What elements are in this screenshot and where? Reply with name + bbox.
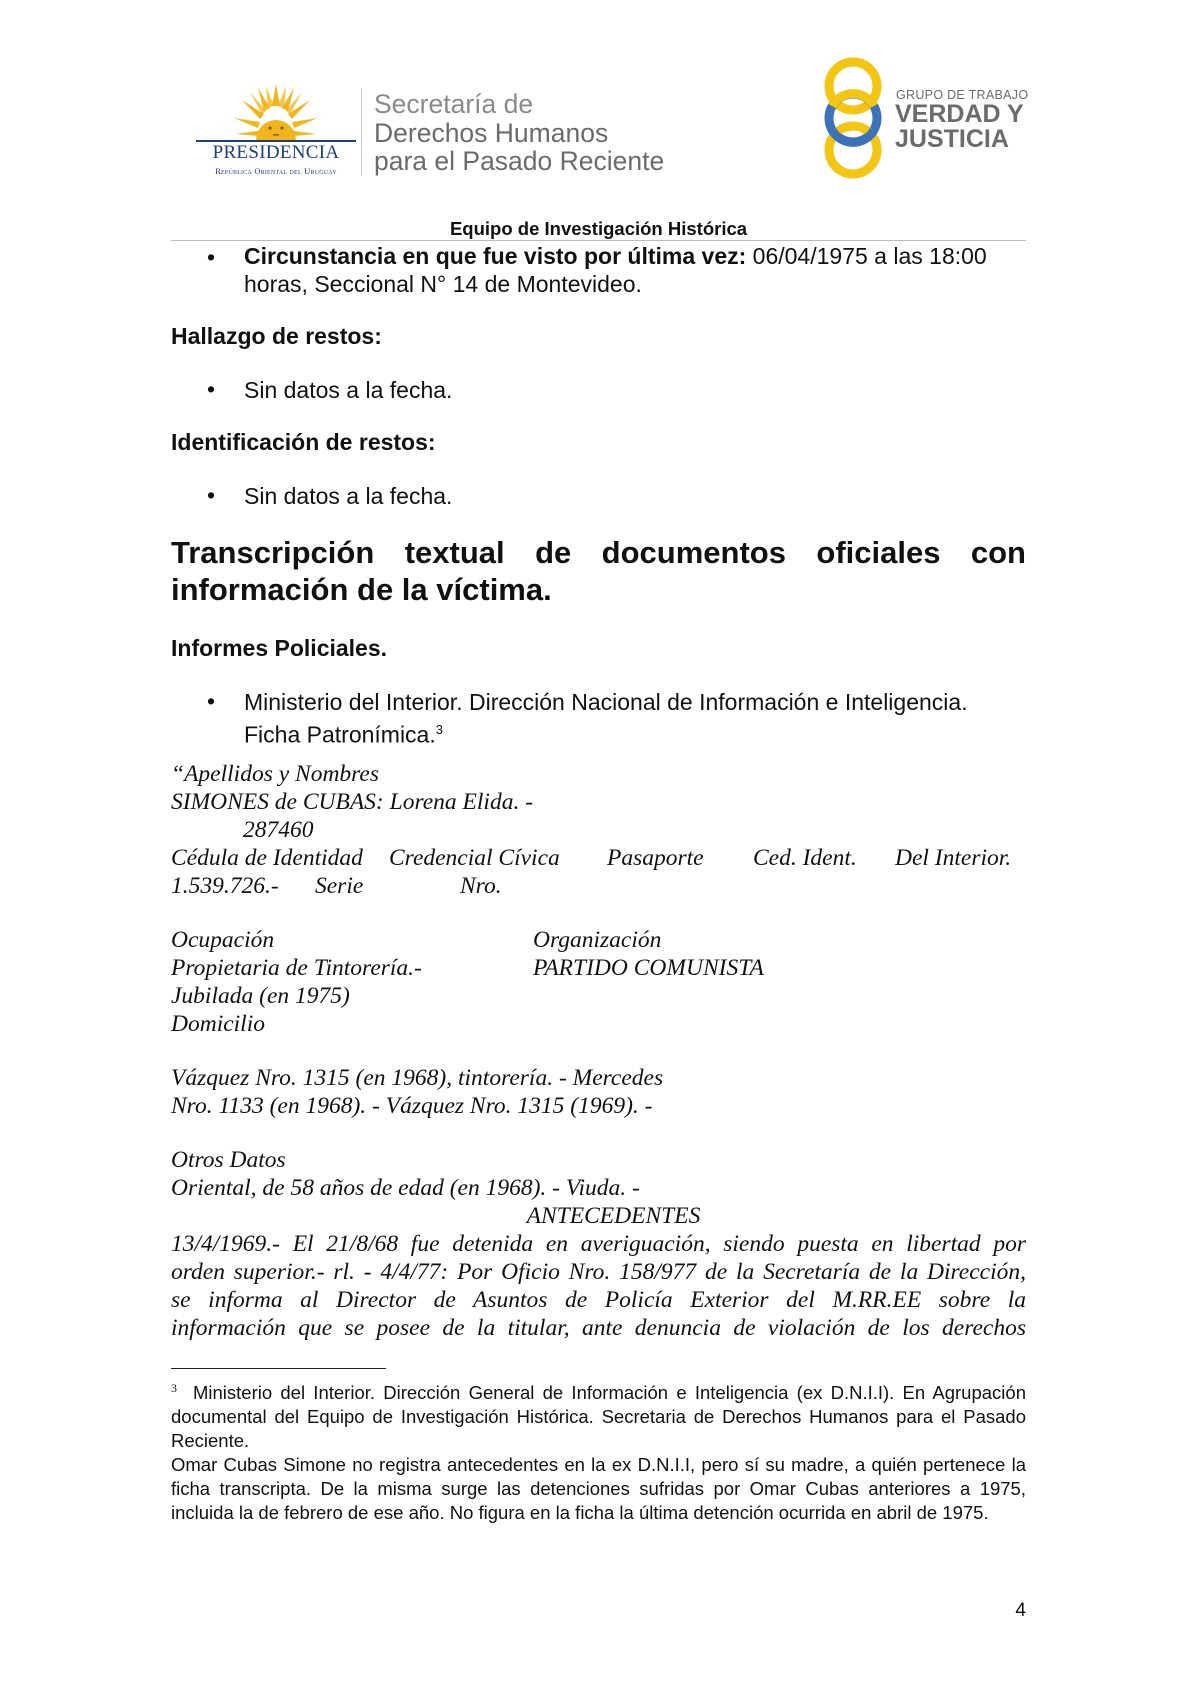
domicilio-label: Domicilio xyxy=(171,1011,265,1037)
footnote-number: 3 xyxy=(171,1381,177,1395)
ocupacion-label: Ocupación xyxy=(171,927,275,953)
presidencia-name: PRESIDENCIA xyxy=(212,142,340,163)
header-divider-vertical xyxy=(361,88,362,176)
transcripcion-word: documentos xyxy=(601,535,786,570)
hallazgo-item: Sin datos a la fecha. xyxy=(244,377,453,403)
grupo-line-2: VERDAD Y xyxy=(895,100,1024,128)
ministerio-line-2-text: Ficha Patronímica. xyxy=(244,721,436,748)
ministerio-line-1: Ministerio del Interior. Dirección Nacional de Información e Inteligencia. xyxy=(244,689,968,715)
nro-label: Nro. xyxy=(460,873,502,899)
del-interior-label: Del Interior. xyxy=(895,845,1012,871)
bullet-ministerio: • xyxy=(207,688,216,714)
grupo-line-1: GRUPO DE TRABAJO xyxy=(896,88,1029,102)
circunstancia-line-2: horas, Seccional N° 14 de Montevideo. xyxy=(244,271,642,297)
transcripcion-word: Transcripción xyxy=(171,535,375,570)
presidencia-subtitle: República Oriental del Uruguay xyxy=(215,166,337,176)
transcripcion-word: oficiales xyxy=(816,535,941,570)
credencial-label: Credencial Cívica xyxy=(389,845,560,871)
bullet-hallazgo: • xyxy=(207,376,216,402)
footnote-para-1-text: Ministerio del Interior. Dirección General de Información e Inteligencia (ex D.N.I.I). En Agrupación documental del Equipo de Investigación Histórica. Secretaria de Derechos Humanos para el Pasado Reciente. xyxy=(171,1382,1026,1452)
apellidos-label: “Apellidos y Nombres xyxy=(171,761,380,787)
team-title: Equipo de Investigación Histórica xyxy=(449,218,748,239)
otros-value: Oriental, de 58 años de edad (en 1968). - Viuda. - xyxy=(171,1175,640,1201)
identificacion-item: Sin datos a la fecha. xyxy=(244,483,453,509)
organizacion-value: PARTIDO COMUNISTA xyxy=(533,955,764,981)
cedula-value: 1.539.726.- xyxy=(171,873,279,899)
domicilio-line-1: Vázquez Nro. 1315 (en 1968), tintorería. - Mercedes xyxy=(171,1065,664,1091)
cedula-label: Cédula de Identidad xyxy=(171,845,363,871)
ocupacion-value: Propietaria de Tintorería.- xyxy=(171,955,422,981)
ced-ident-label: Ced. Ident. xyxy=(753,845,857,871)
bullet-circunstancia: • xyxy=(207,244,216,270)
transcripcion-heading xyxy=(171,534,1026,608)
identificacion-heading: Identificación de restos: xyxy=(171,429,436,455)
footnote-para-1 xyxy=(171,1376,1026,1453)
page-number: 4 xyxy=(1015,1600,1026,1621)
informes-heading: Informes Policiales. xyxy=(171,635,388,661)
footnote-separator xyxy=(171,1368,386,1369)
ficha-numero: 287460 xyxy=(243,817,314,843)
pasaporte-label: Pasaporte xyxy=(607,845,704,871)
bullet-identificacion: • xyxy=(207,482,216,508)
secretaria-line-3: para el Pasado Reciente xyxy=(374,146,665,176)
antecedentes-line-3: se informa al Director de Asuntos de Policía Exterior del M.RR.EE sobre la xyxy=(171,1287,1026,1313)
transcripcion-word: con xyxy=(970,535,1026,570)
transcripcion-word: de xyxy=(535,535,572,570)
grupo-logo xyxy=(818,56,1038,182)
domicilio-line-2: Nro. 1133 (en 1968). - Vázquez Nro. 1315 (1969). - xyxy=(171,1093,653,1119)
header-rule xyxy=(171,240,1026,241)
footnote xyxy=(171,1376,1026,1525)
secretaria-line-1: Secretaría de xyxy=(374,89,534,119)
organizacion-label: Organización xyxy=(533,927,662,953)
transcripcion-heading-line-1 xyxy=(171,534,1026,571)
transcripcion-word: textual xyxy=(404,535,505,570)
footnote-ref[interactable]: 3 xyxy=(435,722,443,737)
ficha-nombre: SIMONES de CUBAS: Lorena Elida. - xyxy=(171,789,534,815)
sun-icon xyxy=(196,78,356,140)
serie-label: Serie xyxy=(315,873,364,899)
circunstancia-value: 06/04/1975 a las 18:00 xyxy=(746,243,987,269)
circunstancia-line-1 xyxy=(244,242,987,270)
secretaria-line-2: Derechos Humanos xyxy=(374,117,609,148)
antecedentes-line-4: información que se posee de la titular, ante denuncia de violación de los derechos xyxy=(171,1315,1026,1341)
hallazgo-heading: Hallazgo de restos: xyxy=(171,323,382,349)
transcripcion-heading-line-2: información de la víctima. xyxy=(171,572,552,607)
secretaria-title xyxy=(374,90,664,176)
grupo-line-3: JUSTICIA xyxy=(895,125,1009,153)
otros-label: Otros Datos xyxy=(171,1147,286,1173)
presidencia-logo xyxy=(196,78,356,178)
antecedentes-line-2: orden superior.- rl. - 4/4/77: Por Oficio Nro. 158/977 de la Secretaría de la Dirección, xyxy=(171,1259,1026,1285)
circunstancia-label: Circunstancia en que fue visto por última vez: xyxy=(244,243,747,269)
footnote-para-2: Omar Cubas Simone no registra antecedentes en la ex D.N.I.I, pero sí su madre, a quién pertenece la ficha transcripta. De la misma surge las detenciones sufridas por Omar Cubas anteriores a 1975, incluida la de febrero de ese año. No figura en la ficha la última detención ocurrida en abril de 1975. xyxy=(171,1454,1026,1524)
antecedentes-line-1: 13/4/1969.- El 21/8/68 fue detenida en averiguación, siendo puesta en libertad por xyxy=(171,1231,1026,1257)
rings-icon xyxy=(818,56,888,182)
antecedentes-label: ANTECEDENTES xyxy=(526,1203,701,1229)
ministerio-line-2 xyxy=(244,716,443,749)
jubilada-text: Jubilada (en 1975) xyxy=(171,983,350,1009)
